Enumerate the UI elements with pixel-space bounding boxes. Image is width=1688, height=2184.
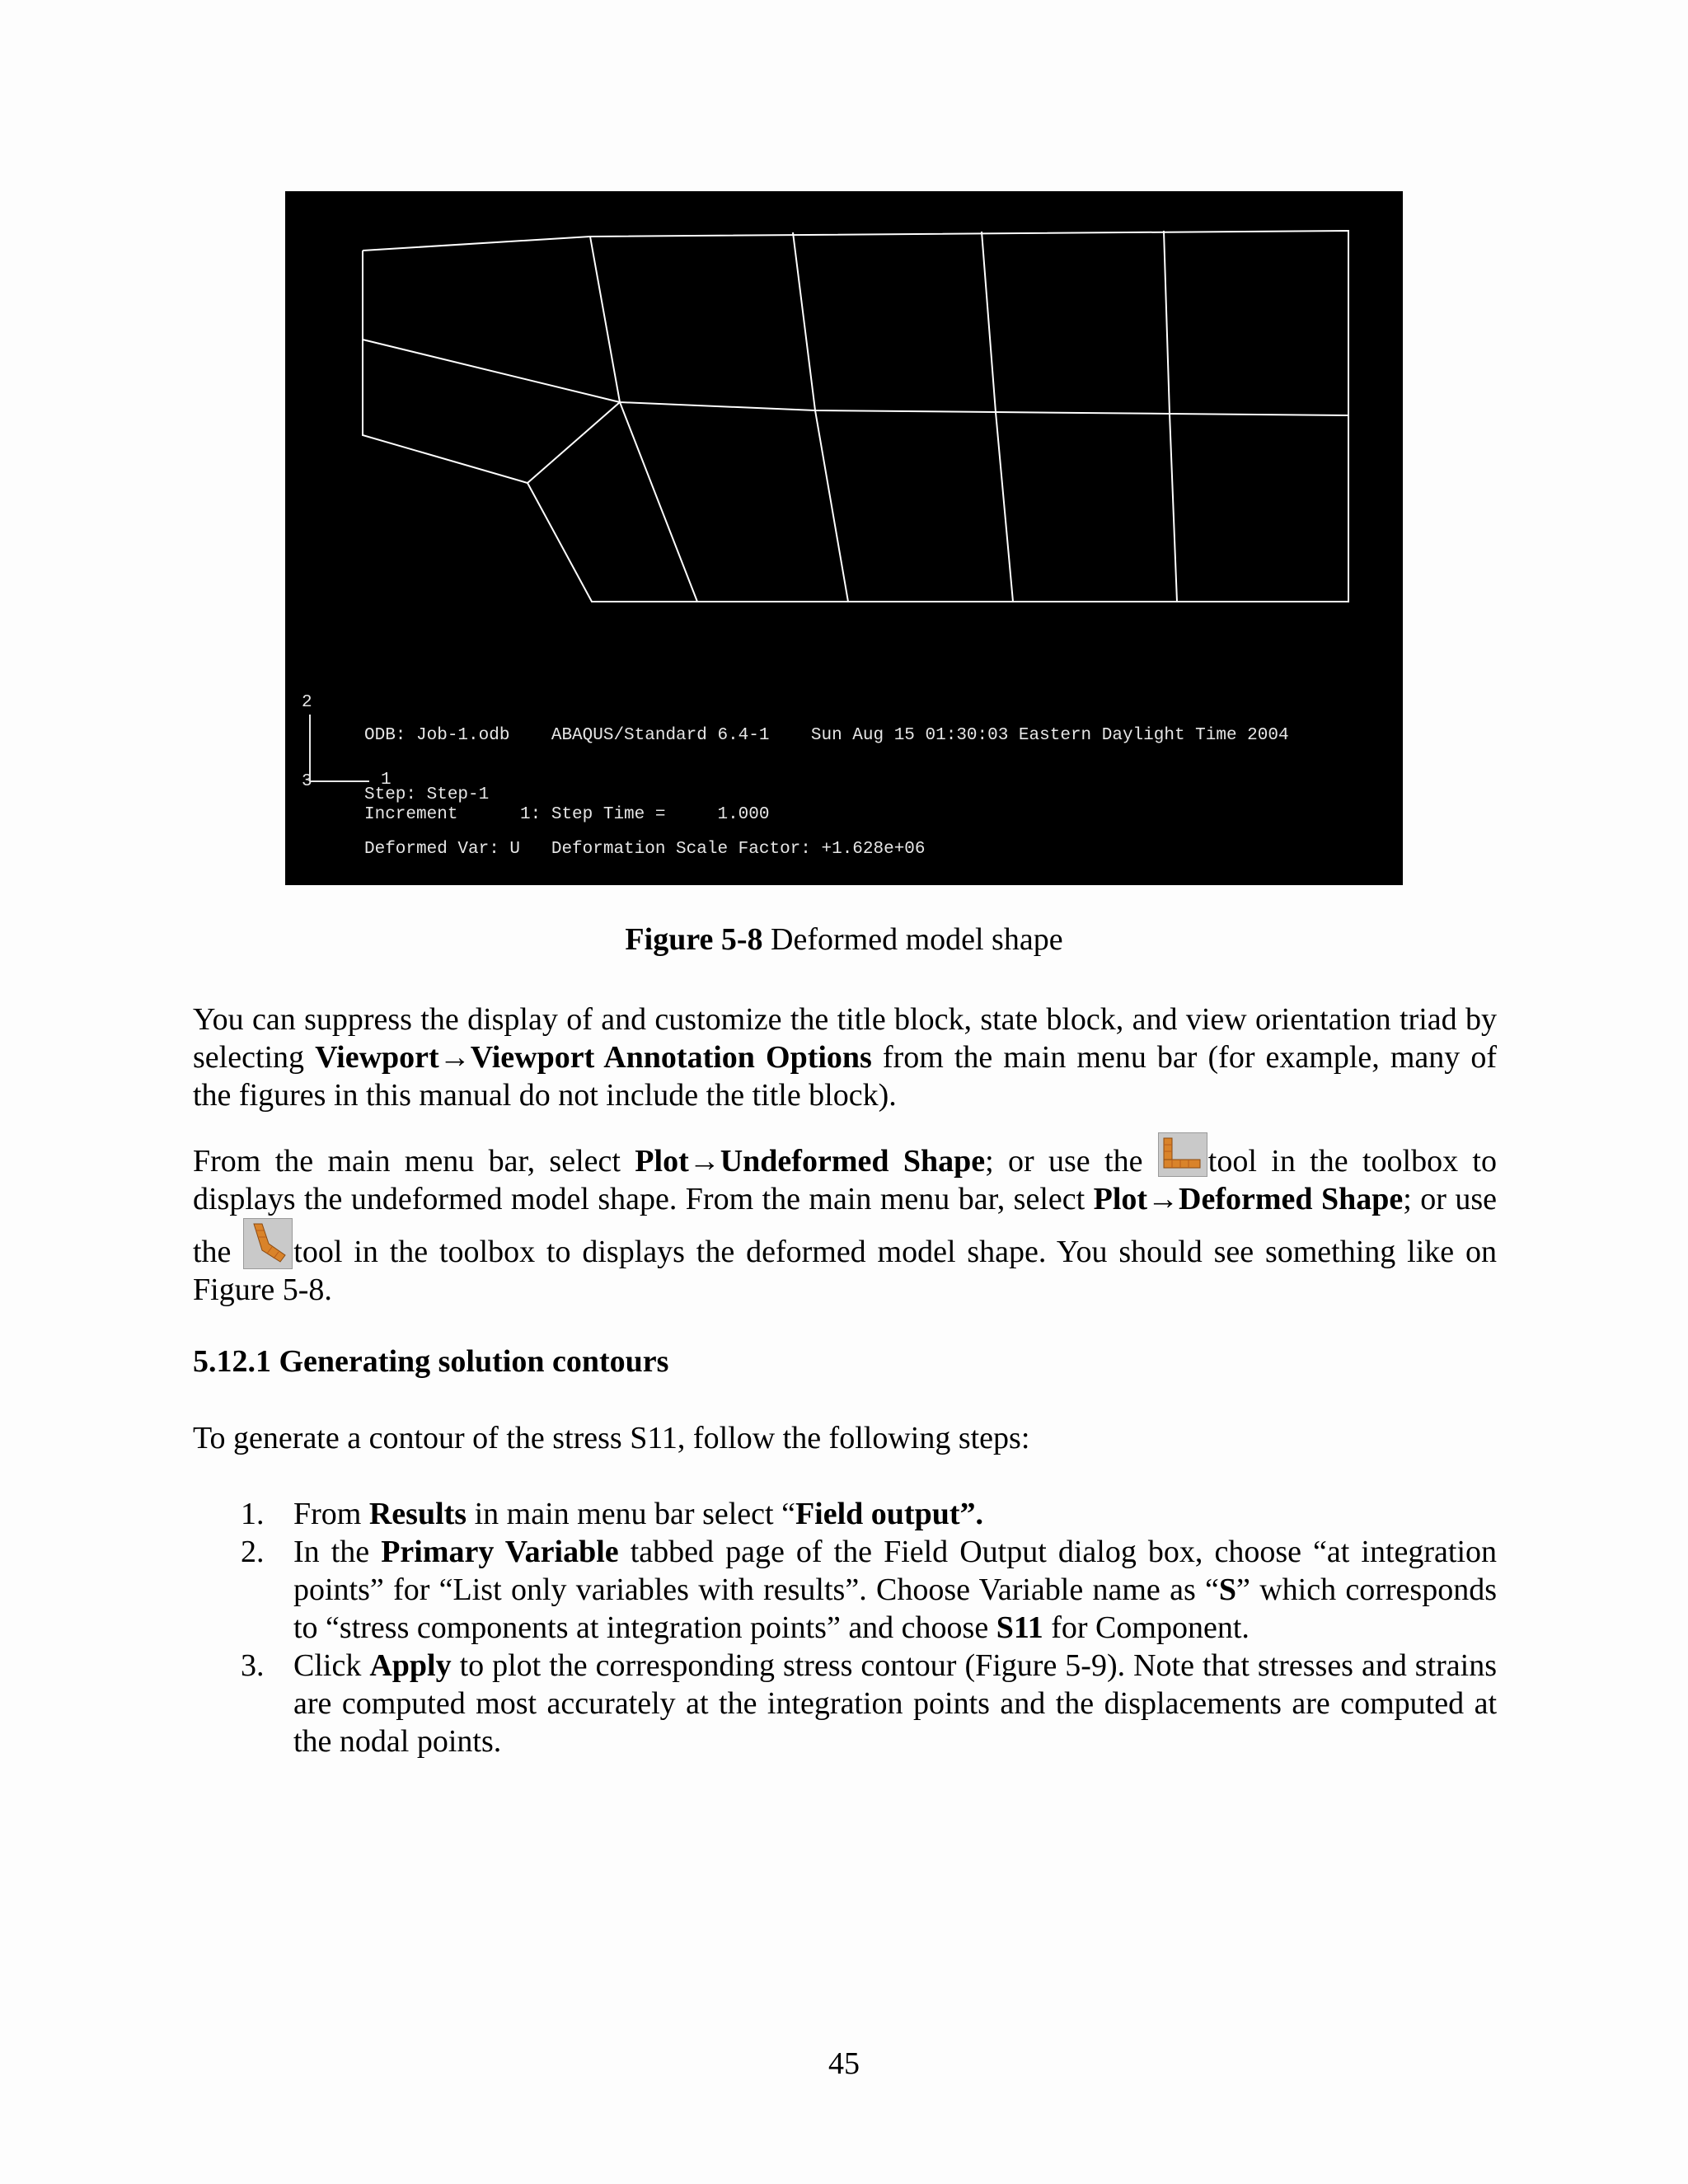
- bold-text: S: [1218, 1572, 1237, 1607]
- increment-info: Increment 1: Step Time = 1.000: [364, 805, 770, 824]
- bold-text: Primary Variable: [381, 1535, 619, 1569]
- mesh-plot: [285, 191, 1403, 885]
- menu-path-deformed-shape: Plot→Deformed Shape: [1093, 1182, 1404, 1216]
- section-heading: 5.12.1 Generating solution contours: [193, 1344, 669, 1379]
- text: tool in the toolbox to displays the undeformed model shape. From the main menu bar, select: [193, 1144, 1497, 1216]
- text: in main menu bar select “: [467, 1497, 795, 1531]
- mesh-lines: [310, 231, 1348, 781]
- text: for Component.: [1043, 1610, 1250, 1645]
- mesh-line: [363, 340, 1348, 415]
- bold-text: S11: [996, 1610, 1043, 1645]
- steps-intro: To generate a contour of the stress S11, follow the following steps:: [193, 1421, 1030, 1455]
- mesh-line: [793, 232, 848, 602]
- list-item: [193, 1533, 1497, 1647]
- figure-caption: [0, 921, 1688, 958]
- text: You can suppress the display of and customize the title block, state block, and view orientation triad by selecting: [193, 1002, 1497, 1075]
- figure-caption-text: Deformed model shape: [762, 922, 1063, 957]
- undeformed-shape-tool-icon: [1158, 1132, 1207, 1177]
- step-info: Step: Step-1: [364, 785, 490, 804]
- text: ; or use the: [193, 1182, 1497, 1269]
- text: to plot the corresponding stress contour (Figure 5-9). Note that stresses and strains are computed most accurately at the integration points and the displacements are computed at the nodal points.: [293, 1648, 1498, 1759]
- odb-info: ODB: Job-1.odb ABAQUS/Standard 6.4-1 Sun Aug 15 01:30:03 Eastern Daylight Time 2004: [364, 726, 1289, 745]
- list-item: [193, 1647, 1497, 1760]
- text: ; or use the: [985, 1144, 1157, 1179]
- bold-text: Results: [368, 1497, 467, 1531]
- bold-text: Apply: [369, 1648, 452, 1683]
- list-item: [193, 1495, 1497, 1533]
- menu-path-viewport-annotation: Viewport→Viewport Annotation Options: [315, 1040, 872, 1075]
- triad-label-3: 3: [302, 772, 312, 791]
- list-number: 3.: [241, 1648, 265, 1683]
- text: From: [293, 1497, 369, 1531]
- paragraph-annotation-options: [193, 1001, 1497, 1114]
- page-number: 45: [828, 2046, 860, 2081]
- text: tabbed page of the Field Output dialog box, choose “at integration points” for “List only variables with results”. Choose Variable name as “: [293, 1535, 1498, 1607]
- text: tool in the toolbox to displays the deformed model shape. You should see something like on Figure 5-8.: [193, 1235, 1497, 1307]
- mesh-line: [982, 232, 1013, 602]
- text: Click: [293, 1648, 370, 1683]
- text: In the: [293, 1535, 382, 1569]
- deformed-shape-tool-icon: [243, 1218, 293, 1269]
- text: ” which corresponds to “stress components at integration points” and choose: [293, 1572, 1497, 1645]
- mesh-line: [590, 237, 697, 602]
- steps-list: [193, 1495, 1497, 1760]
- deformed-shape-figure: [285, 191, 1403, 885]
- list-number: 2.: [241, 1535, 265, 1569]
- list-number: 1.: [241, 1497, 265, 1531]
- deformed-var-info: Deformed Var: U Deformation Scale Factor: +1.628e+06: [364, 840, 926, 859]
- figure-label: Figure 5-8: [625, 922, 763, 957]
- paragraph-plot-shapes: [193, 1132, 1497, 1309]
- triad-label-2: 2: [302, 693, 312, 712]
- mesh-boundary: [363, 231, 1348, 602]
- text: From the main menu bar, select: [193, 1144, 635, 1179]
- text: from the main menu bar (for example, many of the figures in this manual do not include the title block).: [193, 1040, 1497, 1113]
- menu-path-undeformed-shape: Plot→Undeformed Shape: [635, 1144, 986, 1179]
- mesh-line: [1164, 231, 1177, 602]
- bold-text: Field output”.: [795, 1497, 983, 1531]
- mesh-line: [528, 402, 620, 483]
- triad-label-1: 1: [381, 771, 392, 790]
